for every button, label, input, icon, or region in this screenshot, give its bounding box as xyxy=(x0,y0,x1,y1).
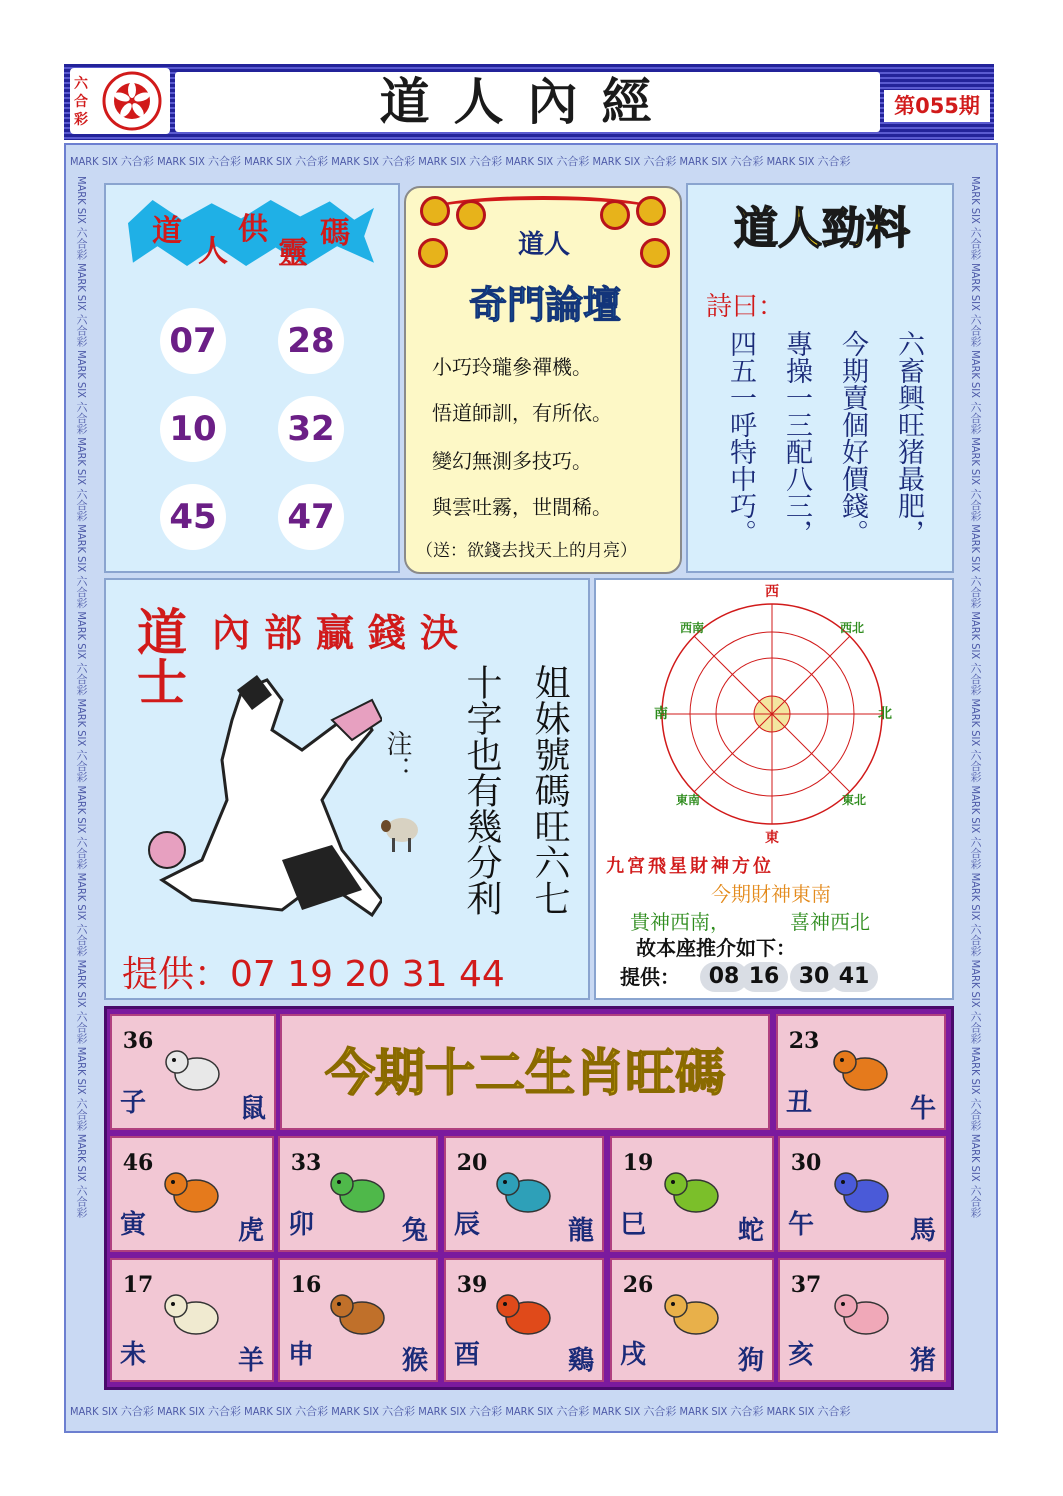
sheep-icon xyxy=(160,1282,228,1342)
page-title: 道人內經 xyxy=(379,72,676,131)
zodiac-branch: 巳 xyxy=(619,1210,646,1240)
number-ball: 32 xyxy=(278,396,344,462)
joy-god-direction: 喜神西北 xyxy=(790,910,870,934)
zodiac-cell xyxy=(778,1136,946,1252)
top-border-strip: MARK SIX 六合彩 MARK SIX 六合彩 MARK SIX 六合彩 MARK SIX 六合彩 MARK SIX 六合彩 MARK SIX 六合彩 MARK SIX 六合彩 MARK SIX 六合彩 MARK SIX 六合彩 xyxy=(70,155,851,168)
zodiac-cell xyxy=(778,1258,946,1382)
burst-word-4: 靈 xyxy=(278,236,308,271)
zodiac-animal-label: 兔 xyxy=(401,1216,428,1246)
zodiac-cell xyxy=(110,1258,274,1382)
daoshi-label: 道士 xyxy=(129,606,188,706)
monkey-icon xyxy=(326,1282,394,1342)
zodiac-branch: 午 xyxy=(787,1210,814,1240)
coin-icon xyxy=(636,196,666,226)
supply-label: 提供： xyxy=(620,965,680,989)
zodiac-number: 36 xyxy=(122,1028,154,1054)
zodiac-branch: 酉 xyxy=(453,1340,480,1370)
logo-char-3: 彩 xyxy=(74,112,88,128)
rooster-icon xyxy=(492,1282,560,1342)
poem-column: 四五一呼特中巧。 xyxy=(725,330,756,546)
zodiac-cell xyxy=(110,1014,276,1130)
zodiac-number: 23 xyxy=(788,1028,820,1054)
zodiac-number: 37 xyxy=(790,1272,822,1298)
poem-line: 悟道師訓，有所依。 xyxy=(432,401,612,425)
zodiac-animal-label: 牛 xyxy=(909,1094,936,1124)
zodiac-animal-label: 鼠 xyxy=(239,1094,266,1124)
zodiac-cell xyxy=(776,1014,946,1130)
compass-west: 西 xyxy=(765,584,779,600)
zodiac-cell xyxy=(444,1136,604,1252)
zodiac-branch: 未 xyxy=(119,1340,146,1370)
issue-number: 第055期 xyxy=(884,90,990,122)
poem-line: 變幻無測多技巧。 xyxy=(432,449,592,473)
ox-icon xyxy=(829,1038,897,1098)
secret-column-right: 姐妹號碼旺六七 xyxy=(529,664,570,916)
coin-icon xyxy=(420,196,450,226)
zodiac-branch: 丑 xyxy=(785,1088,812,1118)
logo-char-1: 六 xyxy=(74,76,88,92)
compass-north: 北 xyxy=(878,706,892,722)
compass-east: 東 xyxy=(765,830,779,846)
zodiac-animal-label: 蛇 xyxy=(737,1216,764,1246)
zodiac-animal-label: 虎 xyxy=(237,1216,264,1246)
zodiac-cell xyxy=(444,1258,604,1382)
zodiac-cell xyxy=(610,1136,774,1252)
zodiac-number: 26 xyxy=(622,1272,654,1298)
zodiac-number: 20 xyxy=(456,1150,488,1176)
logo-char-2: 合 xyxy=(74,94,88,110)
pick-number: 16 xyxy=(740,962,788,992)
taoist-figure-icon xyxy=(132,660,382,940)
number-ball: 45 xyxy=(160,484,226,550)
poem-line: 小巧玲瓏參禪機。 xyxy=(432,355,592,379)
rat-icon xyxy=(161,1038,229,1098)
number-ball: 47 xyxy=(278,484,344,550)
zodiac-title: 今期十二生肖旺碼 xyxy=(325,1043,725,1102)
burst-word-5: 碼 xyxy=(320,216,350,251)
compass-south: 南 xyxy=(654,706,668,722)
zodiac-branch: 戌 xyxy=(619,1340,646,1370)
tiger-icon xyxy=(160,1160,228,1220)
secret-title: 內部贏錢決 xyxy=(212,610,473,655)
zodiac-cell xyxy=(278,1136,438,1252)
zodiac-animal-label: 猴 xyxy=(401,1346,428,1376)
zodiac-branch: 子 xyxy=(119,1088,146,1118)
note-label: 注： xyxy=(382,730,412,782)
palace-heading: 九宮飛星財神方位 xyxy=(606,856,774,877)
zodiac-animal-label: 羊 xyxy=(237,1346,264,1376)
left-border-strip: MARK SIX 六合彩 MARK SIX 六合彩 MARK SIX 六合彩 MARK SIX 六合彩 MARK SIX 六合彩 MARK SIX 六合彩 MARK SIX 六合彩 MARK SIX 六合彩 MARK SIX 六合彩 MARK SIX 六合彩 MARK SIX 六合彩 MARK SIX 六合彩 xyxy=(75,176,88,1218)
qimen-title: 奇門論壇 xyxy=(468,282,621,327)
compass-diagram xyxy=(650,582,894,846)
recommend-label: 故本座推介如下： xyxy=(636,936,796,960)
wealth-god-direction: 今期財神東南 xyxy=(711,882,831,906)
poem-column: 今期賣個好價錢。 xyxy=(837,330,868,546)
pick-number: 08 xyxy=(700,962,748,992)
horse-icon xyxy=(830,1160,898,1220)
qimen-subtitle: 道人 xyxy=(517,230,570,260)
bottom-border-strip: MARK SIX 六合彩 MARK SIX 六合彩 MARK SIX 六合彩 MARK SIX 六合彩 MARK SIX 六合彩 MARK SIX 六合彩 MARK SIX 六合彩 MARK SIX 六合彩 MARK SIX 六合彩 xyxy=(70,1405,851,1418)
zodiac-cell xyxy=(278,1258,438,1382)
rabbit-icon xyxy=(326,1160,394,1220)
zodiac-cell xyxy=(610,1258,774,1382)
number-ball: 10 xyxy=(160,396,226,462)
zodiac-branch: 申 xyxy=(287,1340,314,1370)
zodiac-number: 30 xyxy=(790,1150,822,1176)
number-ball: 28 xyxy=(278,308,344,374)
compass-northwest: 西北 xyxy=(840,621,865,635)
dragon-icon xyxy=(492,1160,560,1220)
burst-word-2: 人 xyxy=(198,234,228,269)
compass-southwest: 西南 xyxy=(680,621,705,635)
burst-word-3: 供 xyxy=(238,212,268,247)
snake-icon xyxy=(660,1160,728,1220)
sheep-icon xyxy=(380,806,420,856)
pick-number: 30 xyxy=(790,962,838,992)
number-ball: 07 xyxy=(160,308,226,374)
zodiac-number: 46 xyxy=(122,1150,154,1176)
zodiac-branch: 辰 xyxy=(453,1210,480,1240)
pick-number: 41 xyxy=(830,962,878,992)
zodiac-number: 16 xyxy=(290,1272,322,1298)
right-border-strip: MARK SIX 六合彩 MARK SIX 六合彩 MARK SIX 六合彩 MARK SIX 六合彩 MARK SIX 六合彩 MARK SIX 六合彩 MARK SIX 六合彩 MARK SIX 六合彩 MARK SIX 六合彩 MARK SIX 六合彩 MARK SIX 六合彩 MARK SIX 六合彩 xyxy=(969,176,982,1218)
dog-icon xyxy=(660,1282,728,1342)
secret-supply-numbers: 提供：07 19 20 31 44 xyxy=(122,954,505,995)
poem-label: 詩曰： xyxy=(706,292,785,322)
zodiac-animal-label: 馬 xyxy=(909,1216,936,1246)
zodiac-animal-label: 猪 xyxy=(909,1346,936,1376)
zodiac-branch: 亥 xyxy=(787,1340,814,1370)
poem-column: 專操一三配八三， xyxy=(781,330,812,546)
pig-icon xyxy=(830,1282,898,1342)
poem-line: 與雲吐霧，世間稀。 xyxy=(432,495,612,519)
tips-title: 道人勁料 xyxy=(734,203,910,254)
zodiac-number: 33 xyxy=(290,1150,322,1176)
zodiac-number: 39 xyxy=(456,1272,488,1298)
poem-column: 六畜興旺猪最肥， xyxy=(893,330,924,546)
zodiac-number: 19 xyxy=(622,1150,654,1176)
burst-word-1: 道 xyxy=(152,214,182,249)
zodiac-animal-label: 龍 xyxy=(567,1216,594,1246)
zodiac-branch: 卯 xyxy=(287,1210,314,1240)
zodiac-animal-label: 鷄 xyxy=(567,1346,594,1376)
noble-god-direction: 貴神西南， xyxy=(630,910,730,934)
poem-note: （送：欲錢去找天上的月亮） xyxy=(416,541,637,561)
logo xyxy=(70,68,170,134)
zodiac-branch: 寅 xyxy=(119,1210,146,1240)
zodiac-number: 17 xyxy=(122,1272,154,1298)
secret-column-left: 十字也有幾分利 xyxy=(461,664,502,916)
bauhinia-logo-icon xyxy=(70,68,170,134)
coin-icon xyxy=(640,238,670,268)
compass-southeast: 東南 xyxy=(676,793,701,807)
compass-northeast: 東北 xyxy=(842,793,867,807)
zodiac-cell xyxy=(110,1136,274,1252)
zodiac-animal-label: 狗 xyxy=(737,1346,764,1376)
